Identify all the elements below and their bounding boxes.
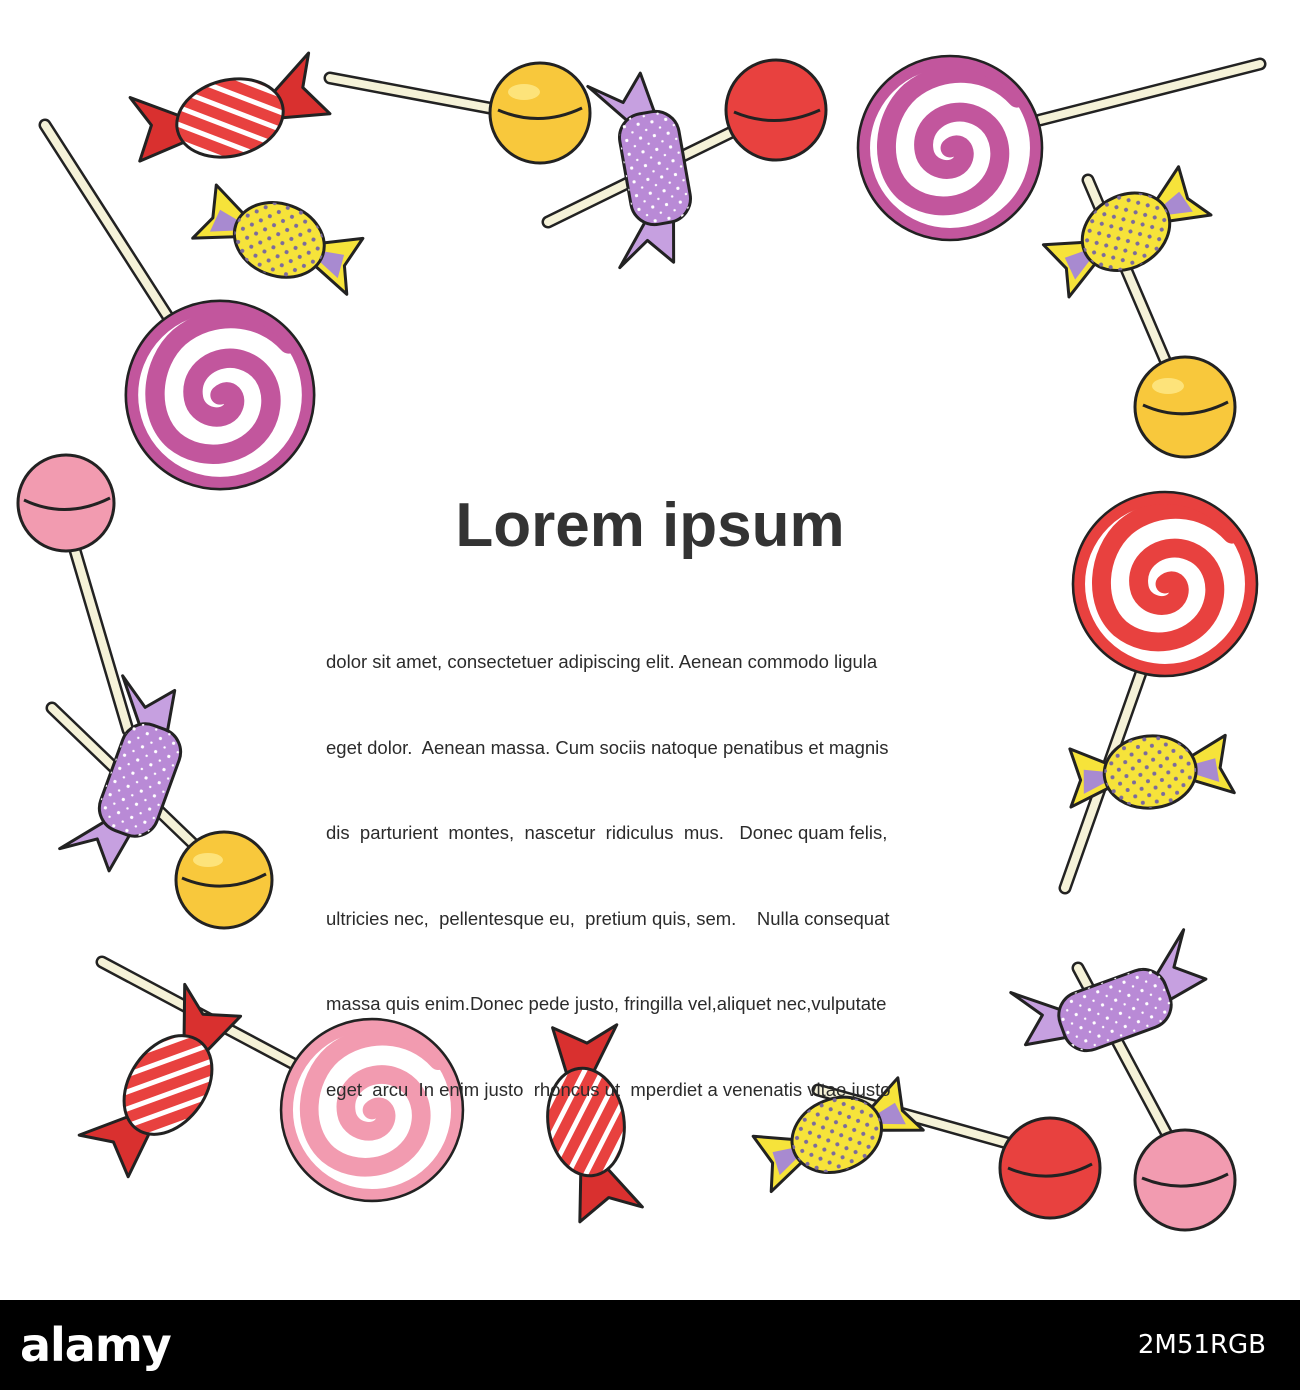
lollipop-stick	[1040, 64, 1260, 120]
purple-wrapped-candy-icon	[1007, 928, 1215, 1071]
purple-wrapped-candy-icon	[58, 672, 201, 880]
body-line: eget dolor. Aenean massa. Cum sociis natoque penatibus et magnis	[326, 736, 889, 758]
body-line: dis parturient montes, nascetur ridiculus mus. Donec quam felis,	[326, 822, 888, 843]
red-lollipop-icon	[726, 60, 826, 160]
pink-lollipop-icon	[18, 455, 114, 551]
body-line: dolor sit amet, consectetuer adipiscing elit. Aenean commodo ligula	[326, 651, 878, 672]
yellow-polka-dot-candy-icon	[190, 178, 369, 302]
card-title: Lorem ipsum	[455, 491, 845, 560]
striped-red-wrapped-candy-icon	[124, 52, 334, 179]
body-line: massa quis enim.Donec pede justo, fringilla vel,aliquet nec,vulputate	[326, 993, 887, 1014]
alamy-logo: alamy	[20, 1318, 171, 1372]
striped-red-wrapped-candy-icon	[76, 979, 256, 1187]
pink-lollipop-icon	[1135, 1130, 1235, 1230]
purple-wrapped-candy-icon	[587, 68, 701, 271]
body-line: ultricies nec, pellentesque eu, pretium quis, sem. Nulla consequat	[326, 907, 890, 929]
body-line: eget arcu In enim justo rhoncus ut mperdiet a venenatis vitae justo	[326, 1078, 891, 1100]
yellow-lollipop-icon	[490, 63, 590, 163]
magenta-swirl-lollipop-icon	[126, 301, 314, 489]
red-swirl-lollipop-icon	[1073, 492, 1257, 676]
body-paragraph	[326, 591, 976, 1133]
lollipop-stick	[72, 540, 128, 730]
lollipop-stick	[330, 78, 500, 110]
magenta-swirl-lollipop-icon	[858, 56, 1042, 240]
yellow-lollipop-icon	[1135, 357, 1235, 457]
stock-image-id: 2M51RGB	[1137, 1330, 1266, 1360]
red-lollipop-icon	[1000, 1118, 1100, 1218]
yellow-lollipop-icon	[176, 832, 272, 928]
watermark-footer	[0, 1300, 1300, 1390]
